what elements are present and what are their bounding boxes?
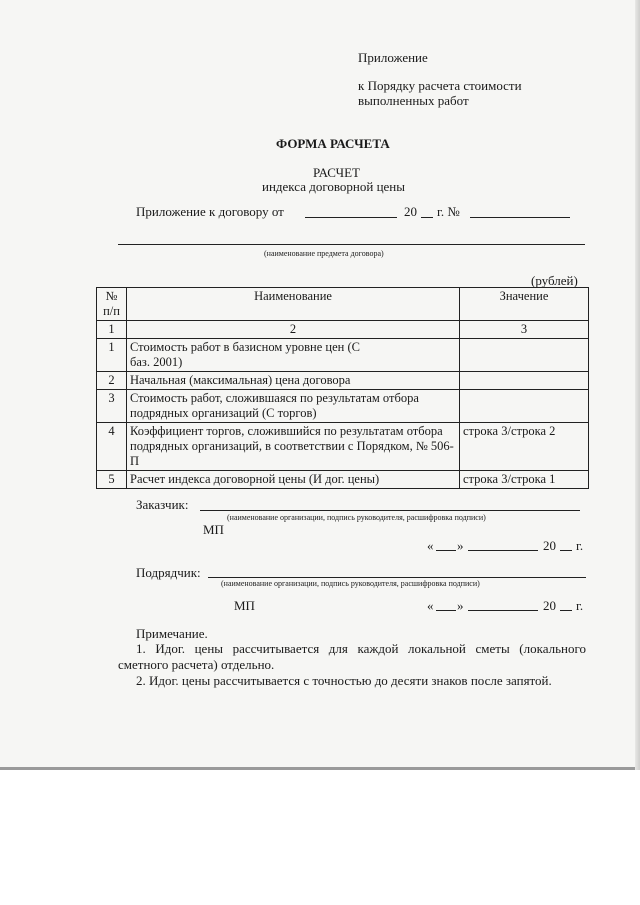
table-row <box>97 423 589 471</box>
contractor-label: Подрядчик: <box>136 565 201 580</box>
colnum-2: 2 <box>127 321 460 339</box>
table-header-row <box>97 288 589 321</box>
subject-caption: (наименование предмета договора) <box>264 249 384 258</box>
row-name: Начальная (максимальная) цена договора <box>127 372 460 390</box>
appendix-label: Приложение <box>358 50 428 65</box>
customer-date-open: « <box>427 538 434 553</box>
row-name: Стоимость работ в базисном уровне цен (С баз. 2001) <box>127 339 460 372</box>
header-name: Наименование <box>127 288 460 321</box>
customer-year-blank <box>560 550 572 551</box>
customer-month-blank <box>468 550 538 551</box>
customer-signature-line <box>200 510 580 511</box>
colnum-1: 1 <box>97 321 127 339</box>
contract-year-prefix: 20 <box>404 204 417 219</box>
contract-date-blank <box>305 217 397 218</box>
note-2: 2. Идог. цены рассчитывается с точностью до десяти знаков после запятой. <box>136 673 552 688</box>
contractor-date-close: » <box>457 598 464 613</box>
order-line-2: выполненных работ <box>358 93 469 108</box>
contract-year-blank <box>421 217 433 218</box>
row-name: Коэффициент торгов, сложившийся по результатам отбора подрядных организаций, в соответствии с Порядком, № 506-П <box>127 423 460 471</box>
contractor-year-suffix: г. <box>576 598 584 613</box>
table-row <box>97 390 589 423</box>
table-colnum-row <box>97 321 589 339</box>
customer-label: Заказчик: <box>136 497 189 512</box>
row-name: Расчет индекса договорной цены (И дог. цены) <box>127 471 460 489</box>
row-value <box>460 372 589 390</box>
table-row <box>97 471 589 489</box>
contract-number-label: г. № <box>437 204 460 219</box>
customer-year-prefix: 20 <box>543 538 556 553</box>
contractor-signature-line <box>208 577 586 578</box>
notes-title: Примечание. <box>136 626 208 641</box>
row-value <box>460 390 589 423</box>
contract-number-blank <box>470 217 570 218</box>
row-name: Стоимость работ, сложившаяся по результатам отбора подрядных организаций (С торгов) <box>127 390 460 423</box>
row-num: 1 <box>97 339 127 372</box>
form-title: ФОРМА РАСЧЕТА <box>276 136 390 151</box>
contract-prefix: Приложение к договору от <box>136 204 284 219</box>
customer-year-suffix: г. <box>576 538 584 553</box>
row-value <box>460 339 589 372</box>
contractor-month-blank <box>468 610 538 611</box>
customer-day-blank <box>436 550 456 551</box>
row-num: 3 <box>97 390 127 423</box>
table-row <box>97 372 589 390</box>
row-value: строка 3/строка 1 <box>460 471 589 489</box>
table-row <box>97 339 589 372</box>
note-1: 1. Идог. цены рассчитывается для каждой локальной сметы (локального сметного расчета) отдельно. <box>118 641 586 672</box>
customer-seal: МП <box>203 522 224 537</box>
contractor-seal: МП <box>234 598 255 613</box>
calc-title: РАСЧЕТ <box>313 165 360 180</box>
calculation-table <box>96 287 589 489</box>
calc-subtitle: индекса договорной цены <box>262 179 405 194</box>
header-value: Значение <box>460 288 589 321</box>
customer-caption: (наименование организации, подпись руководителя, расшифровка подписи) <box>227 513 486 522</box>
row-num: 2 <box>97 372 127 390</box>
colnum-3: 3 <box>460 321 589 339</box>
header-num: № п/п <box>97 288 127 321</box>
customer-date-close: » <box>457 538 464 553</box>
scan-edge <box>635 0 640 770</box>
contractor-caption: (наименование организации, подпись руководителя, расшифровка подписи) <box>221 579 480 588</box>
contractor-year-prefix: 20 <box>543 598 556 613</box>
contractor-year-blank <box>560 610 572 611</box>
order-line-1: к Порядку расчета стоимости <box>358 78 522 93</box>
subject-line <box>118 244 585 245</box>
contractor-date-open: « <box>427 598 434 613</box>
row-value: строка 3/строка 2 <box>460 423 589 471</box>
contractor-day-blank <box>436 610 456 611</box>
units-label: (рублей) <box>531 273 578 288</box>
row-num: 4 <box>97 423 127 471</box>
row-num: 5 <box>97 471 127 489</box>
